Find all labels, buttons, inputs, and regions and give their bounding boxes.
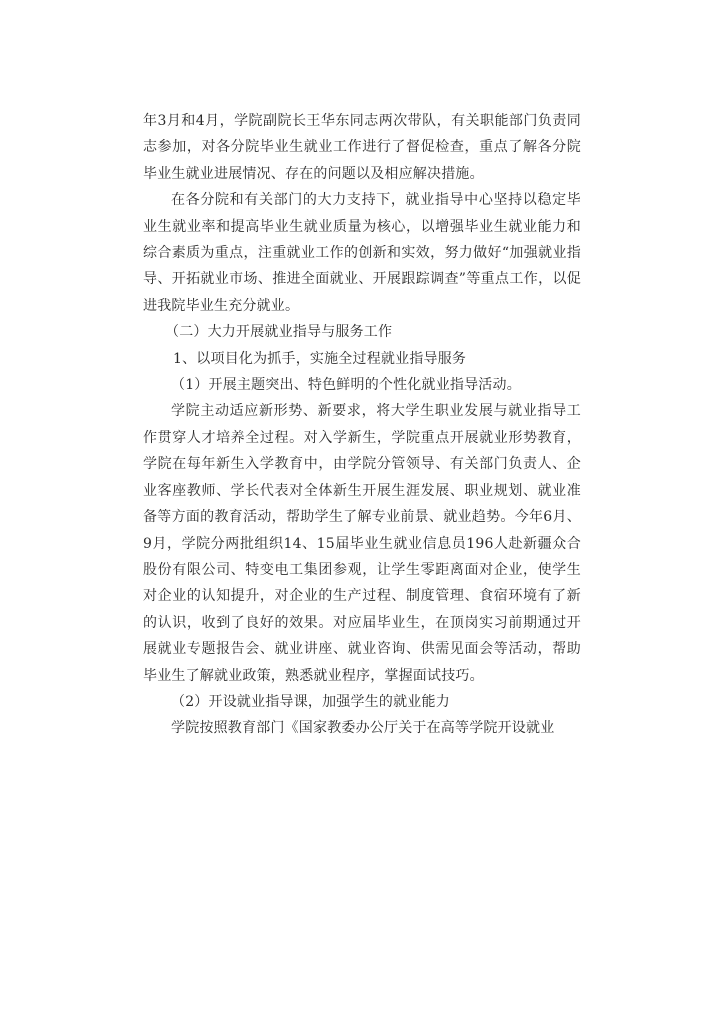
subsection-heading-project-based: 1、以项目化为抓手，实施全过程就业指导服务 <box>173 350 467 367</box>
item-heading-personalized-activities: （1）开展主题突出、特色鲜明的个性化就业指导活动。 <box>171 377 521 394</box>
item-heading-guidance-course: （2）开设就业指导课，加强学生的就业能力 <box>171 693 450 710</box>
document-body <box>143 108 581 742</box>
paragraph-activities: 学院主动适应新形势、新要求，将大学生职业发展与就业指导工作贯穿人才培养全过程。对入学新生，学院重点开展就业形势教育，学院在每年新生入学教育中，由学院分管领导、有关部门负责人、企业客座教师、学长代表对全体新生开展生涯发展、职业规划、就业准备等方面的教育活动，帮助学生了解专业前景、就业趋势。今年6月、9月，学院分两批组织14、15届毕业生就业信息员196人赴新疆众合股份有限公司、特变电工集团参观，让学生零距离面对企业，使学生对企业的认知提升，对企业的生产过程、制度管理、食宿环境有了新的认识，收到了良好的效果。对应届毕业生，在顶岗实习前期通过开展就业专题报告会、就业讲座、就业咨询、供需见面会等活动，帮助毕业生了解就业政策，熟悉就业程序，掌握面试技巧。 <box>143 403 581 684</box>
section-heading-guidance-service: （二）大力开展就业指导与服务工作 <box>165 324 393 341</box>
paragraph-inspection: 年3月和4月，学院副院长王华东同志两次带队，有关职能部门负责同志参加，对各分院毕业生就业工作进行了督促检查，重点了解各分院毕业生就业进展情况、存在的问题以及相应解决措施。 <box>143 113 581 182</box>
paragraph-support: 在各分院和有关部门的大力支持下，就业指导中心坚持以稳定毕业生就业率和提高毕业生就业质量为核心，以增强毕业生就业能力和综合素质为重点，注重就业工作的创新和实效，努力做好“加强就业指导、开拓就业市场、推进全面就业、开展跟踪调查”等重点工作，以促进我院毕业生充分就业。 <box>143 192 581 314</box>
paragraph-course-intro: 学院按照教育部门《国家教委办公厅关于在高等学院开设就业 <box>171 720 555 737</box>
